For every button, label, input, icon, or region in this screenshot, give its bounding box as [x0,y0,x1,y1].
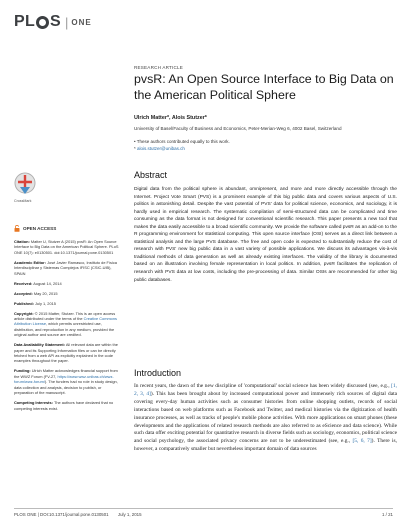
abstract-text: Digital data from the political sphere is abundant, omnipresent, and more and more directly accessible through the Internet. Project Vote Smart (PVS) is a prominent example of this big public data and covers various aspects of U.S. politics in astonishing detail. Despite the vast potential of PVS' data for political science, economics, and sociology, it is hardly used in empirical research. The systematic compilation of semi-structured data can be complicated and time consuming as the data format is not designed for conventional scientific research. This paper presents a new tool that makes the data easily accessible to a broad scientific community. We provide the software called pvsR as an add-on to the R programming environment for statistical computing. This open source interface (OSI) serves as a direct link between a statistical analysis and the large PVS database. The free and open code is expected to substantially reduce the cost of research with PVS' new big public data in a vast variety of possible applications. We discuss its advantages vis-à-vis traditional methods of data generation as well as already existing interfaces. The validity of the library is documented based on an illustration involving female representation in local politics. In addition, pvsR facilitates the replication of research with PVS data at low costs, including the pre-processing of data. Similar OSIs are recommended for other big public databases. [134,187,397,283]
data-availability-text: All relevant data are within the paper and its Supporting Information files or can be directly fetched from a web API as explicitly explained in the code examples throughout the paper. [14,342,118,364]
crossmark-badge[interactable] [14,172,42,203]
intro-text-part: In recent years, the dawn of the new discipline of 'computational' social science has been widely discussed (see, e.g., [134,383,392,389]
logo-text-post: S [50,13,62,30]
footer-date: July 1, 2015 [117,512,142,517]
article-authors: Ulrich Matter*, Alois Stutzer* [134,115,207,121]
received-date: August 14, 2014 [33,280,62,286]
abstract-heading: Abstract [134,170,168,180]
intro-text-part: ). This has been brought about by increased computational power and immensely rich sources of digital data covering every-day human activities such as consumer histories from online shopping outlets, records of social interactions based on web platforms such as Facebook and Twitter, and medical histories via the digitization of health insurance processes, as well as tracks of people's mobile phone activities. With more applications on smart phones (these developments and the applications of related research methods are also referred to as eScience and data science). While such data offer exciting potential for quantitative research in diverse fields such as sociology, economics, political science and social psychology, the associated privacy concerns are not to be underestimated (see, e.g., [134,390,397,445]
contrib-text: These authors contributed equally to this work. [136,139,230,144]
editor-label: Academic Editor: [14,259,46,265]
article-type: RESEARCH ARTICLE [134,65,184,70]
crossmark-caption: CrossMark [14,199,32,203]
open-access-text: OPEN ACCESS [23,225,57,231]
footer-divider [14,508,393,509]
received-block [14,281,122,286]
contribution-note [134,139,230,152]
copyright-label: Copyright: [14,310,34,316]
reference-link[interactable]: [5, 6, 7] [352,438,372,445]
accepted-block [14,291,122,296]
accepted-date: May 20, 2015 [33,290,58,296]
logo-o-ring [36,16,49,29]
open-lock-icon [14,225,20,232]
copyright-text: © 2015 Matter, Stutzer. This is an open access article distributed under the terms of the [14,310,116,322]
data-availability-block [14,342,122,364]
reference-link[interactable]: [1, 2, 3, 4] [134,383,397,397]
introduction-text [134,383,397,454]
copyright-text-cont: , which permits unrestricted use, distribution, and reproduction in any medium, provided the original author and source are credited. [14,321,115,338]
data-availability-label: Data Availability Statement: [14,342,65,348]
funding-link[interactable]: https://www.wwz.unibas.ch/wwz-forum/wwz-forum/ [14,373,114,385]
citation-text: Matter U, Stutzer A (2015) pvsR: An Open Source Interface to Big Data on the American Political Sphere. PLoS ONE 10(7): e0130501. doi:10.1371/journal.pone.0130501 [14,239,119,255]
received-label: Received: [14,280,33,286]
copyright-block [14,311,122,338]
author-affiliation: University of Basel/Faculty of Business and Economics, Peter-Merian-Weg 6, 4002 Basel, Switzerland [134,126,342,131]
open-access-label [14,225,122,232]
page-footer [14,512,393,517]
logo-text-pre: PL [14,13,36,30]
intro-text-part: ). There is, however, a comparatively smaller but nevertheless important domain of data sources [134,438,397,453]
competing-interests-label: Competing Interests: [14,400,53,406]
plos-wordmark [14,13,61,31]
citation-block [14,239,122,255]
corresponding-email-link[interactable]: alois.stutzer@unibas.ch [137,145,185,151]
plos-one-logo [14,13,92,31]
published-block [14,301,122,306]
footer-journal-info: PLOS ONE | DOI:10.1371/journal.pone.0130501 [14,512,109,517]
funding-block [14,368,122,395]
article-title: pvsR: An Open Source Interface to Big Data on the American Political Sphere [134,72,394,102]
logo-separator: | [65,14,69,30]
crossmark-icon [14,172,36,198]
funding-label: Funding: [14,368,31,374]
published-label: Published: [14,300,34,306]
article-sidebar [14,225,122,416]
editor-text: José Javier Ramasco, Instituto de Física Interdisciplinar y Sistemas Complejos IFISC (CSIC-UIB), SPAIN [14,259,117,276]
accepted-label: Accepted: [14,290,33,296]
bullet-icon: • [134,139,137,144]
page-number: 1 / 21 [382,512,393,517]
footer-left [14,512,150,517]
citation-label: Citation: [14,239,30,244]
journal-name: ONE [71,17,92,27]
license-link[interactable]: Creative Commons Attribution License [14,316,117,327]
editor-block [14,260,122,276]
competing-interests-block [14,400,122,411]
introduction-heading: Introduction [134,368,182,378]
competing-interests-text: The authors have declared that no competing interests exist. [14,400,114,411]
funding-text-cont: ). The funders had no role in study design, data collection and analysis, decision to publish, or preparation of the manuscript. [14,379,118,396]
asterisk-icon: * [134,145,138,151]
published-date: July 1, 2015 [34,300,56,306]
funding-text: Ulrich Matter acknowledges financial support from the WWZ Forum (FV-27, [14,368,118,379]
